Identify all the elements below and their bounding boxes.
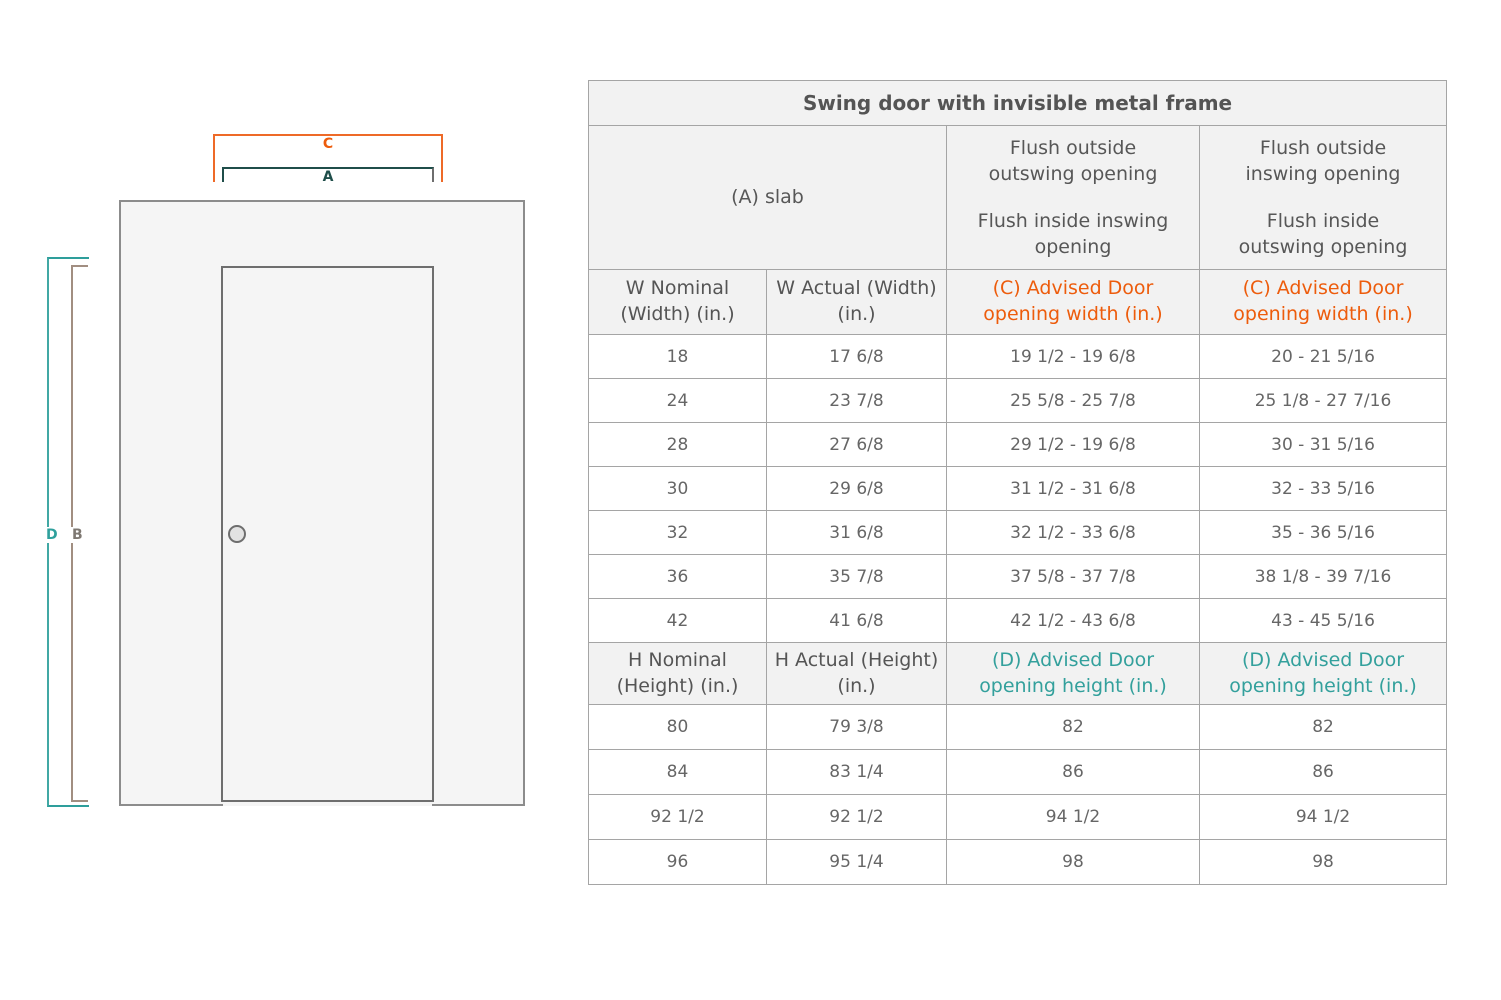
height-header-row bbox=[589, 643, 1447, 705]
dimension-a-label: A bbox=[322, 169, 334, 185]
advised-height-outswing-header: (D) Advised Door opening height (in.) bbox=[947, 643, 1200, 705]
width-row bbox=[589, 555, 1447, 599]
advised-height-outswing-value: 98 bbox=[947, 840, 1200, 885]
h-nominal-value: 92 1/2 bbox=[589, 795, 767, 840]
advised-width-outswing-value: 32 1/2 - 33 6/8 bbox=[947, 511, 1200, 555]
width-row bbox=[589, 511, 1447, 555]
advised-width-inswing-value: 35 - 36 5/16 bbox=[1200, 511, 1447, 555]
dimension-d-label: D bbox=[46, 527, 58, 543]
w-nominal-value: 42 bbox=[589, 599, 767, 643]
w-nominal-header: W Nominal (Width) (in.) bbox=[589, 270, 767, 335]
advised-width-outswing-value: 31 1/2 - 31 6/8 bbox=[947, 467, 1200, 511]
table-title: Swing door with invisible metal frame bbox=[589, 81, 1447, 126]
w-actual-value: 41 6/8 bbox=[767, 599, 947, 643]
dimension-b-label: B bbox=[72, 527, 83, 543]
size-chart-table bbox=[588, 80, 1447, 885]
width-header-row bbox=[589, 270, 1447, 335]
outswing-opening-header-cell bbox=[947, 126, 1200, 270]
height-row bbox=[589, 750, 1447, 795]
h-actual-value: 83 1/4 bbox=[767, 750, 947, 795]
width-row bbox=[589, 423, 1447, 467]
advised-width-inswing-value: 25 1/8 - 27 7/16 bbox=[1200, 379, 1447, 423]
w-nominal-value: 18 bbox=[589, 335, 767, 379]
advised-height-inswing-header: (D) Advised Door opening height (in.) bbox=[1200, 643, 1447, 705]
advised-width-outswing-value: 25 5/8 - 25 7/8 bbox=[947, 379, 1200, 423]
advised-width-inswing-value: 38 1/8 - 39 7/16 bbox=[1200, 555, 1447, 599]
w-nominal-value: 28 bbox=[589, 423, 767, 467]
advised-width-outswing-value: 37 5/8 - 37 7/8 bbox=[947, 555, 1200, 599]
outswing-opening-line2: Flush inside inswing opening bbox=[977, 210, 1169, 259]
advised-width-inswing-value: 43 - 45 5/16 bbox=[1200, 599, 1447, 643]
w-nominal-value: 30 bbox=[589, 467, 767, 511]
width-row bbox=[589, 467, 1447, 511]
h-actual-value: 92 1/2 bbox=[767, 795, 947, 840]
w-nominal-value: 24 bbox=[589, 379, 767, 423]
dimension-c-label: C bbox=[322, 136, 334, 152]
width-row bbox=[589, 599, 1447, 643]
h-nominal-header: H Nominal (Height) (in.) bbox=[589, 643, 767, 705]
w-nominal-value: 36 bbox=[589, 555, 767, 599]
advised-height-outswing-value: 86 bbox=[947, 750, 1200, 795]
w-nominal-value: 32 bbox=[589, 511, 767, 555]
w-actual-value: 23 7/8 bbox=[767, 379, 947, 423]
width-row bbox=[589, 335, 1447, 379]
slab-header-cell: (A) slab bbox=[589, 126, 947, 270]
advised-width-outswing-value: 19 1/2 - 19 6/8 bbox=[947, 335, 1200, 379]
h-nominal-value: 96 bbox=[589, 840, 767, 885]
advised-height-outswing-value: 82 bbox=[947, 705, 1200, 750]
h-nominal-value: 84 bbox=[589, 750, 767, 795]
opening-type-header-row bbox=[589, 126, 1447, 270]
w-actual-value: 29 6/8 bbox=[767, 467, 947, 511]
advised-width-inswing-value: 30 - 31 5/16 bbox=[1200, 423, 1447, 467]
advised-height-inswing-value: 82 bbox=[1200, 705, 1447, 750]
advised-width-inswing-header: (C) Advised Door opening width (in.) bbox=[1200, 270, 1447, 335]
w-actual-value: 27 6/8 bbox=[767, 423, 947, 467]
advised-width-inswing-value: 32 - 33 5/16 bbox=[1200, 467, 1447, 511]
advised-height-outswing-value: 94 1/2 bbox=[947, 795, 1200, 840]
advised-width-outswing-value: 42 1/2 - 43 6/8 bbox=[947, 599, 1200, 643]
advised-width-outswing-value: 29 1/2 - 19 6/8 bbox=[947, 423, 1200, 467]
wall-bottom-edge-right bbox=[432, 804, 525, 806]
inswing-opening-line1: Flush outside inswing opening bbox=[1245, 136, 1401, 185]
width-row bbox=[589, 379, 1447, 423]
w-actual-value: 31 6/8 bbox=[767, 511, 947, 555]
h-actual-value: 95 1/4 bbox=[767, 840, 947, 885]
inswing-opening-header-cell bbox=[1200, 126, 1447, 270]
table-title-row bbox=[589, 81, 1447, 126]
h-actual-value: 79 3/8 bbox=[767, 705, 947, 750]
height-row bbox=[589, 840, 1447, 885]
advised-height-inswing-value: 98 bbox=[1200, 840, 1447, 885]
inswing-opening-line2: Flush inside outswing opening bbox=[1238, 210, 1408, 259]
height-row bbox=[589, 705, 1447, 750]
h-nominal-value: 80 bbox=[589, 705, 767, 750]
w-actual-value: 17 6/8 bbox=[767, 335, 947, 379]
height-row bbox=[589, 795, 1447, 840]
advised-height-inswing-value: 94 1/2 bbox=[1200, 795, 1447, 840]
advised-height-inswing-value: 86 bbox=[1200, 750, 1447, 795]
h-actual-header: H Actual (Height) (in.) bbox=[767, 643, 947, 705]
w-actual-header: W Actual (Width) (in.) bbox=[767, 270, 947, 335]
door-slab bbox=[221, 266, 434, 802]
outswing-opening-line1: Flush outside outswing opening bbox=[988, 136, 1158, 185]
door-knob bbox=[228, 525, 246, 543]
advised-width-inswing-value: 20 - 21 5/16 bbox=[1200, 335, 1447, 379]
w-actual-value: 35 7/8 bbox=[767, 555, 947, 599]
wall-bottom-edge-left bbox=[119, 804, 223, 806]
advised-width-outswing-header: (C) Advised Door opening width (in.) bbox=[947, 270, 1200, 335]
